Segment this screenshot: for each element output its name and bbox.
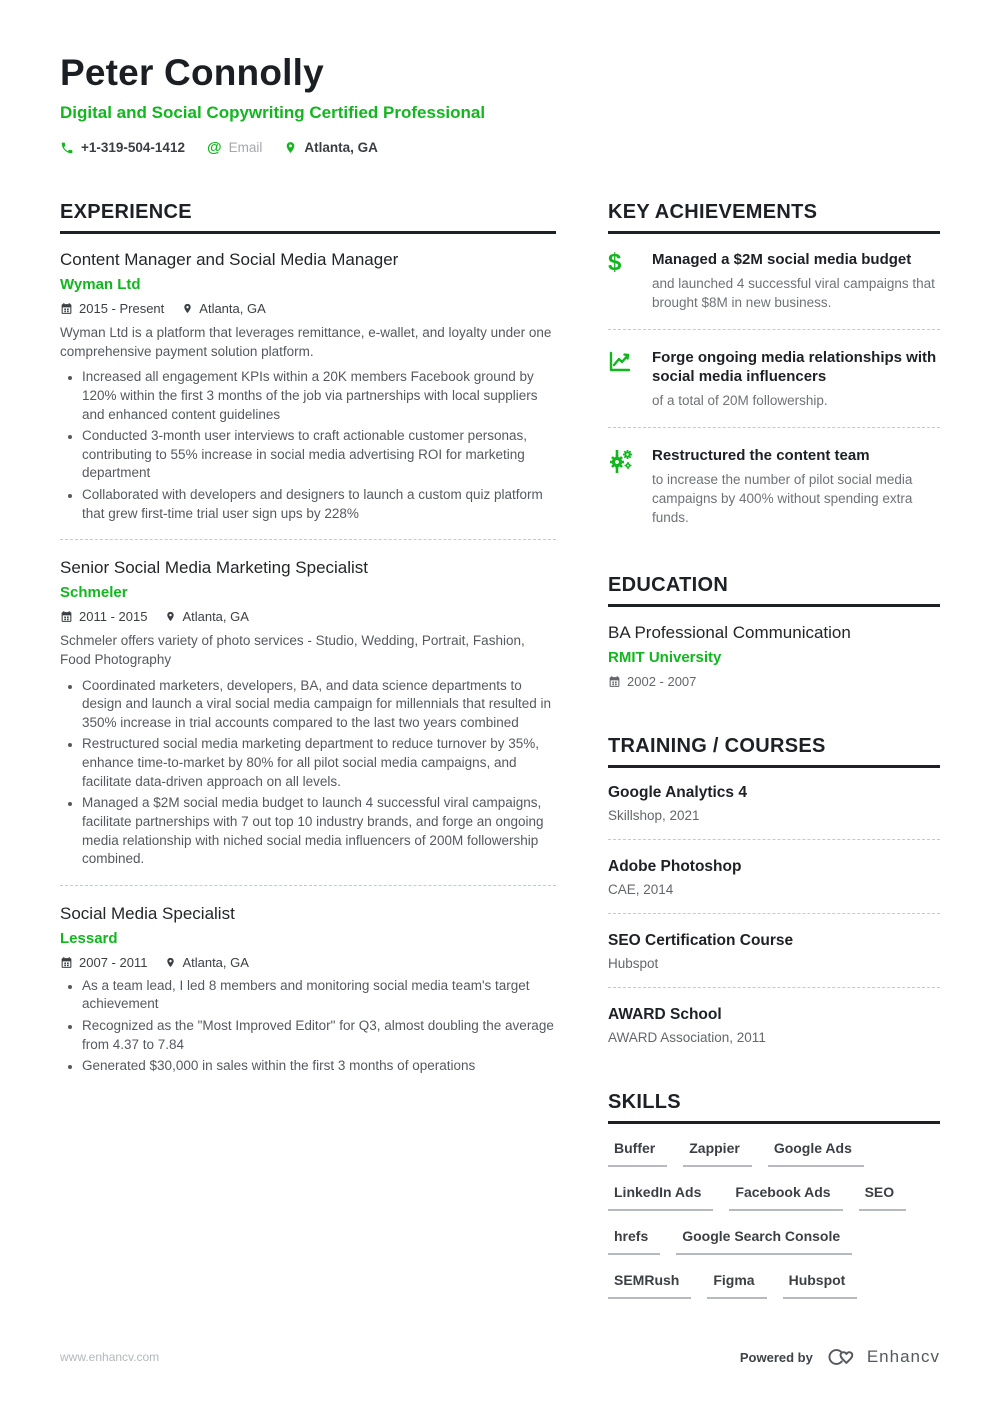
enhancv-logo-icon: [823, 1346, 857, 1368]
location-pin-icon: [165, 956, 176, 969]
job-bullet: • Increased all engagement KPIs within a 20K members Facebook ground by 120% within the first 3 months of the job via partnerships with local suppliers and enhanced content guidelines: [82, 368, 556, 424]
resume-header: [60, 52, 940, 155]
phone-icon: [60, 141, 74, 155]
job-title: Content Manager and Social Media Manager: [60, 250, 399, 269]
training-item: [608, 858, 940, 897]
job-meta: [60, 955, 556, 970]
job-bullet: • Conducted 3-month user interviews to craft actionable customer personas, contributing to 55% increase in social media advertising ROI for marketing department: [82, 427, 556, 483]
calendar-icon: [60, 302, 73, 315]
person-name: Peter Connolly: [60, 52, 324, 93]
job-dates-item: [60, 609, 147, 624]
phone-number: +1-319-504-1412: [81, 140, 185, 155]
job-company: Lessard: [60, 929, 118, 947]
calendar-icon: [608, 675, 621, 688]
degree-name: BA Professional Communication: [608, 623, 851, 643]
job-bullets: [60, 368, 556, 523]
job-location-item: [182, 301, 265, 316]
achievement-title: Forge ongoing media relationships with social media influencers: [652, 348, 937, 386]
job-bullets: [60, 677, 556, 869]
course-name: SEO Certification Course: [608, 932, 794, 950]
experience-item: [60, 558, 556, 869]
skills-list: [608, 1140, 940, 1316]
powered-by[interactable]: [740, 1346, 940, 1368]
job-dates: 2015 - Present: [79, 301, 165, 316]
job-company: Wyman Ltd: [60, 276, 141, 293]
achievement-description: of a total of 20M followership.: [652, 393, 828, 409]
achievement-body: [652, 250, 940, 313]
right-column: [608, 201, 940, 1316]
training-item: [608, 932, 940, 971]
brand-name: Enhancv: [866, 1347, 940, 1367]
skill-tag: Google Search Console: [676, 1228, 852, 1255]
training-item: [608, 784, 940, 823]
skill-tag: SEMRush: [608, 1272, 691, 1299]
divider: [608, 839, 940, 840]
education-dates: 2002 - 2007: [627, 674, 697, 690]
contact-row: [60, 140, 940, 155]
education-heading: EDUCATION: [608, 574, 940, 607]
course-org: Hubspot: [608, 956, 659, 972]
job-location: Atlanta, GA: [182, 609, 249, 625]
skill-tag: Google Ads: [768, 1140, 864, 1167]
achievement-title: Restructured the content team: [652, 447, 870, 465]
job-bullet: • Coordinated marketers, developers, BA, and data science departments to design and launch a viral social media campaign for millennials that resulted in 350% increase in trial accounts compared to the last two years combined: [82, 677, 556, 733]
skills-row: [608, 1228, 940, 1272]
job-location-item: [165, 609, 248, 624]
job-dates: 2007 - 2011: [79, 954, 148, 970]
skill-tag: Hubspot: [783, 1272, 858, 1299]
experience-heading: EXPERIENCE: [60, 201, 556, 234]
achievement-body: [652, 446, 940, 528]
job-bullet: • Generated $30,000 in sales within the first 3 months of operations: [82, 1057, 556, 1076]
achievement-description: and launched 4 successful viral campaigns that brought $8M in new business.: [652, 276, 935, 311]
training-item: [608, 1006, 940, 1045]
job-location: Atlanta, GA: [182, 954, 249, 970]
job-bullet: • Restructured social media marketing department to reduce turnover by 35%, enhance time-to-market by 80% for all pilot social media campaigns, and facilitate data-driven approach on all levels.: [82, 735, 556, 791]
skill-tag: LinkedIn Ads: [608, 1184, 713, 1211]
email-link[interactable]: Email: [228, 140, 263, 155]
job-summary: Wyman Ltd is a platform that leverages remittance, e-wallet, and loyalty under one comprehensive payment solution platform.: [60, 325, 552, 359]
dollar-icon: $: [608, 249, 622, 276]
divider: [608, 427, 940, 428]
divider: [608, 987, 940, 988]
job-bullets: [60, 977, 556, 1076]
job-bullet: • Managed a $2M social media budget to launch 4 successful viral campaigns, facilitate partnerships with 7 out top 10 industry brands, and forge an ongoing media relationship with niched social media influencers of 200M followership combined.: [82, 794, 556, 869]
skill-tag: Buffer: [608, 1140, 667, 1167]
achievement-item: [608, 446, 940, 528]
page-footer: [60, 1316, 940, 1368]
course-name: Google Analytics 4: [608, 784, 747, 802]
email-item[interactable]: @ Email: [206, 138, 263, 156]
calendar-icon: [60, 610, 73, 623]
website-link[interactable]: www.enhancv.com: [60, 1350, 160, 1365]
location-pin-icon: [182, 302, 193, 315]
job-location-item: [165, 955, 248, 970]
job-title: Senior Social Media Marketing Specialist: [60, 558, 369, 578]
job-dates-item: [60, 955, 147, 970]
job-company: Schmeler: [60, 584, 128, 602]
powered-by-label: Powered by: [739, 1349, 813, 1365]
job-dates-item: [60, 301, 164, 316]
location-pin-icon: [165, 610, 176, 623]
training-heading: TRAINING / COURSES: [608, 735, 940, 768]
job-bullet: • Recognized as the "Most Improved Editor" for Q3, almost doubling the average from 4.37 to 7.84: [82, 1017, 556, 1054]
skill-tag: Figma: [707, 1272, 766, 1299]
course-org: Skillshop, 2021: [608, 808, 700, 824]
job-dates: 2011 - 2015: [79, 609, 148, 625]
job-summary: Schmeler offers variety of photo services - Studio, Wedding, Portrait, Fashion, Food Photography: [60, 633, 525, 667]
gears-icon: [608, 446, 638, 473]
education-dates-item: [608, 674, 696, 689]
achievement-item: [608, 348, 940, 411]
chart-up-icon: [608, 348, 638, 373]
location-pin-icon: [284, 140, 297, 155]
divider: [60, 885, 556, 886]
divider: [608, 913, 940, 914]
skill-tag: Facebook Ads: [729, 1184, 842, 1211]
divider: [608, 329, 940, 330]
content-columns: [60, 201, 940, 1316]
achievement-description: to increase the number of pilot social media campaigns by 400% without spending extra funds.: [652, 472, 913, 526]
achievement-body: [652, 348, 940, 411]
job-bullet: • Collaborated with developers and designers to launch a custom quiz platform that grew first-time trial user sign ups by 228%: [82, 486, 556, 523]
job-location: Atlanta, GA: [199, 301, 266, 316]
experience-item: [60, 250, 556, 523]
job-meta: [60, 609, 556, 624]
education-meta: [608, 674, 940, 689]
divider: [60, 539, 556, 540]
skills-heading: SKILLS: [608, 1091, 940, 1124]
course-name: Adobe Photoshop: [608, 858, 742, 876]
achievement-item: [608, 250, 940, 313]
skills-row: [608, 1184, 940, 1228]
course-org: AWARD Association, 2011: [608, 1030, 766, 1046]
job-headline: Digital and Social Copywriting Certified Professional: [60, 103, 486, 122]
calendar-icon: [60, 956, 73, 969]
skill-tag: SEO: [859, 1184, 907, 1211]
location-text: Atlanta, GA: [304, 140, 378, 155]
course-org: CAE, 2014: [608, 882, 674, 898]
left-column: [60, 201, 556, 1079]
key-achievements-heading: KEY ACHIEVEMENTS: [608, 201, 940, 234]
education-item: [608, 623, 940, 689]
achievement-title: Managed a $2M social media budget: [652, 251, 912, 268]
experience-item: [60, 904, 556, 1076]
job-bullet: • As a team lead, I led 8 members and monitoring social media team's target achievement: [82, 977, 556, 1014]
skill-tag: Zappier: [683, 1140, 752, 1167]
skills-row: [608, 1140, 940, 1184]
job-title: Social Media Specialist: [60, 903, 235, 923]
skills-row: [608, 1272, 940, 1316]
job-meta: [60, 301, 556, 316]
phone-item: [60, 140, 185, 155]
location-item: [284, 140, 378, 155]
school-name: RMIT University: [608, 649, 722, 667]
course-name: AWARD School: [608, 1006, 722, 1024]
skill-tag: hrefs: [608, 1228, 660, 1255]
